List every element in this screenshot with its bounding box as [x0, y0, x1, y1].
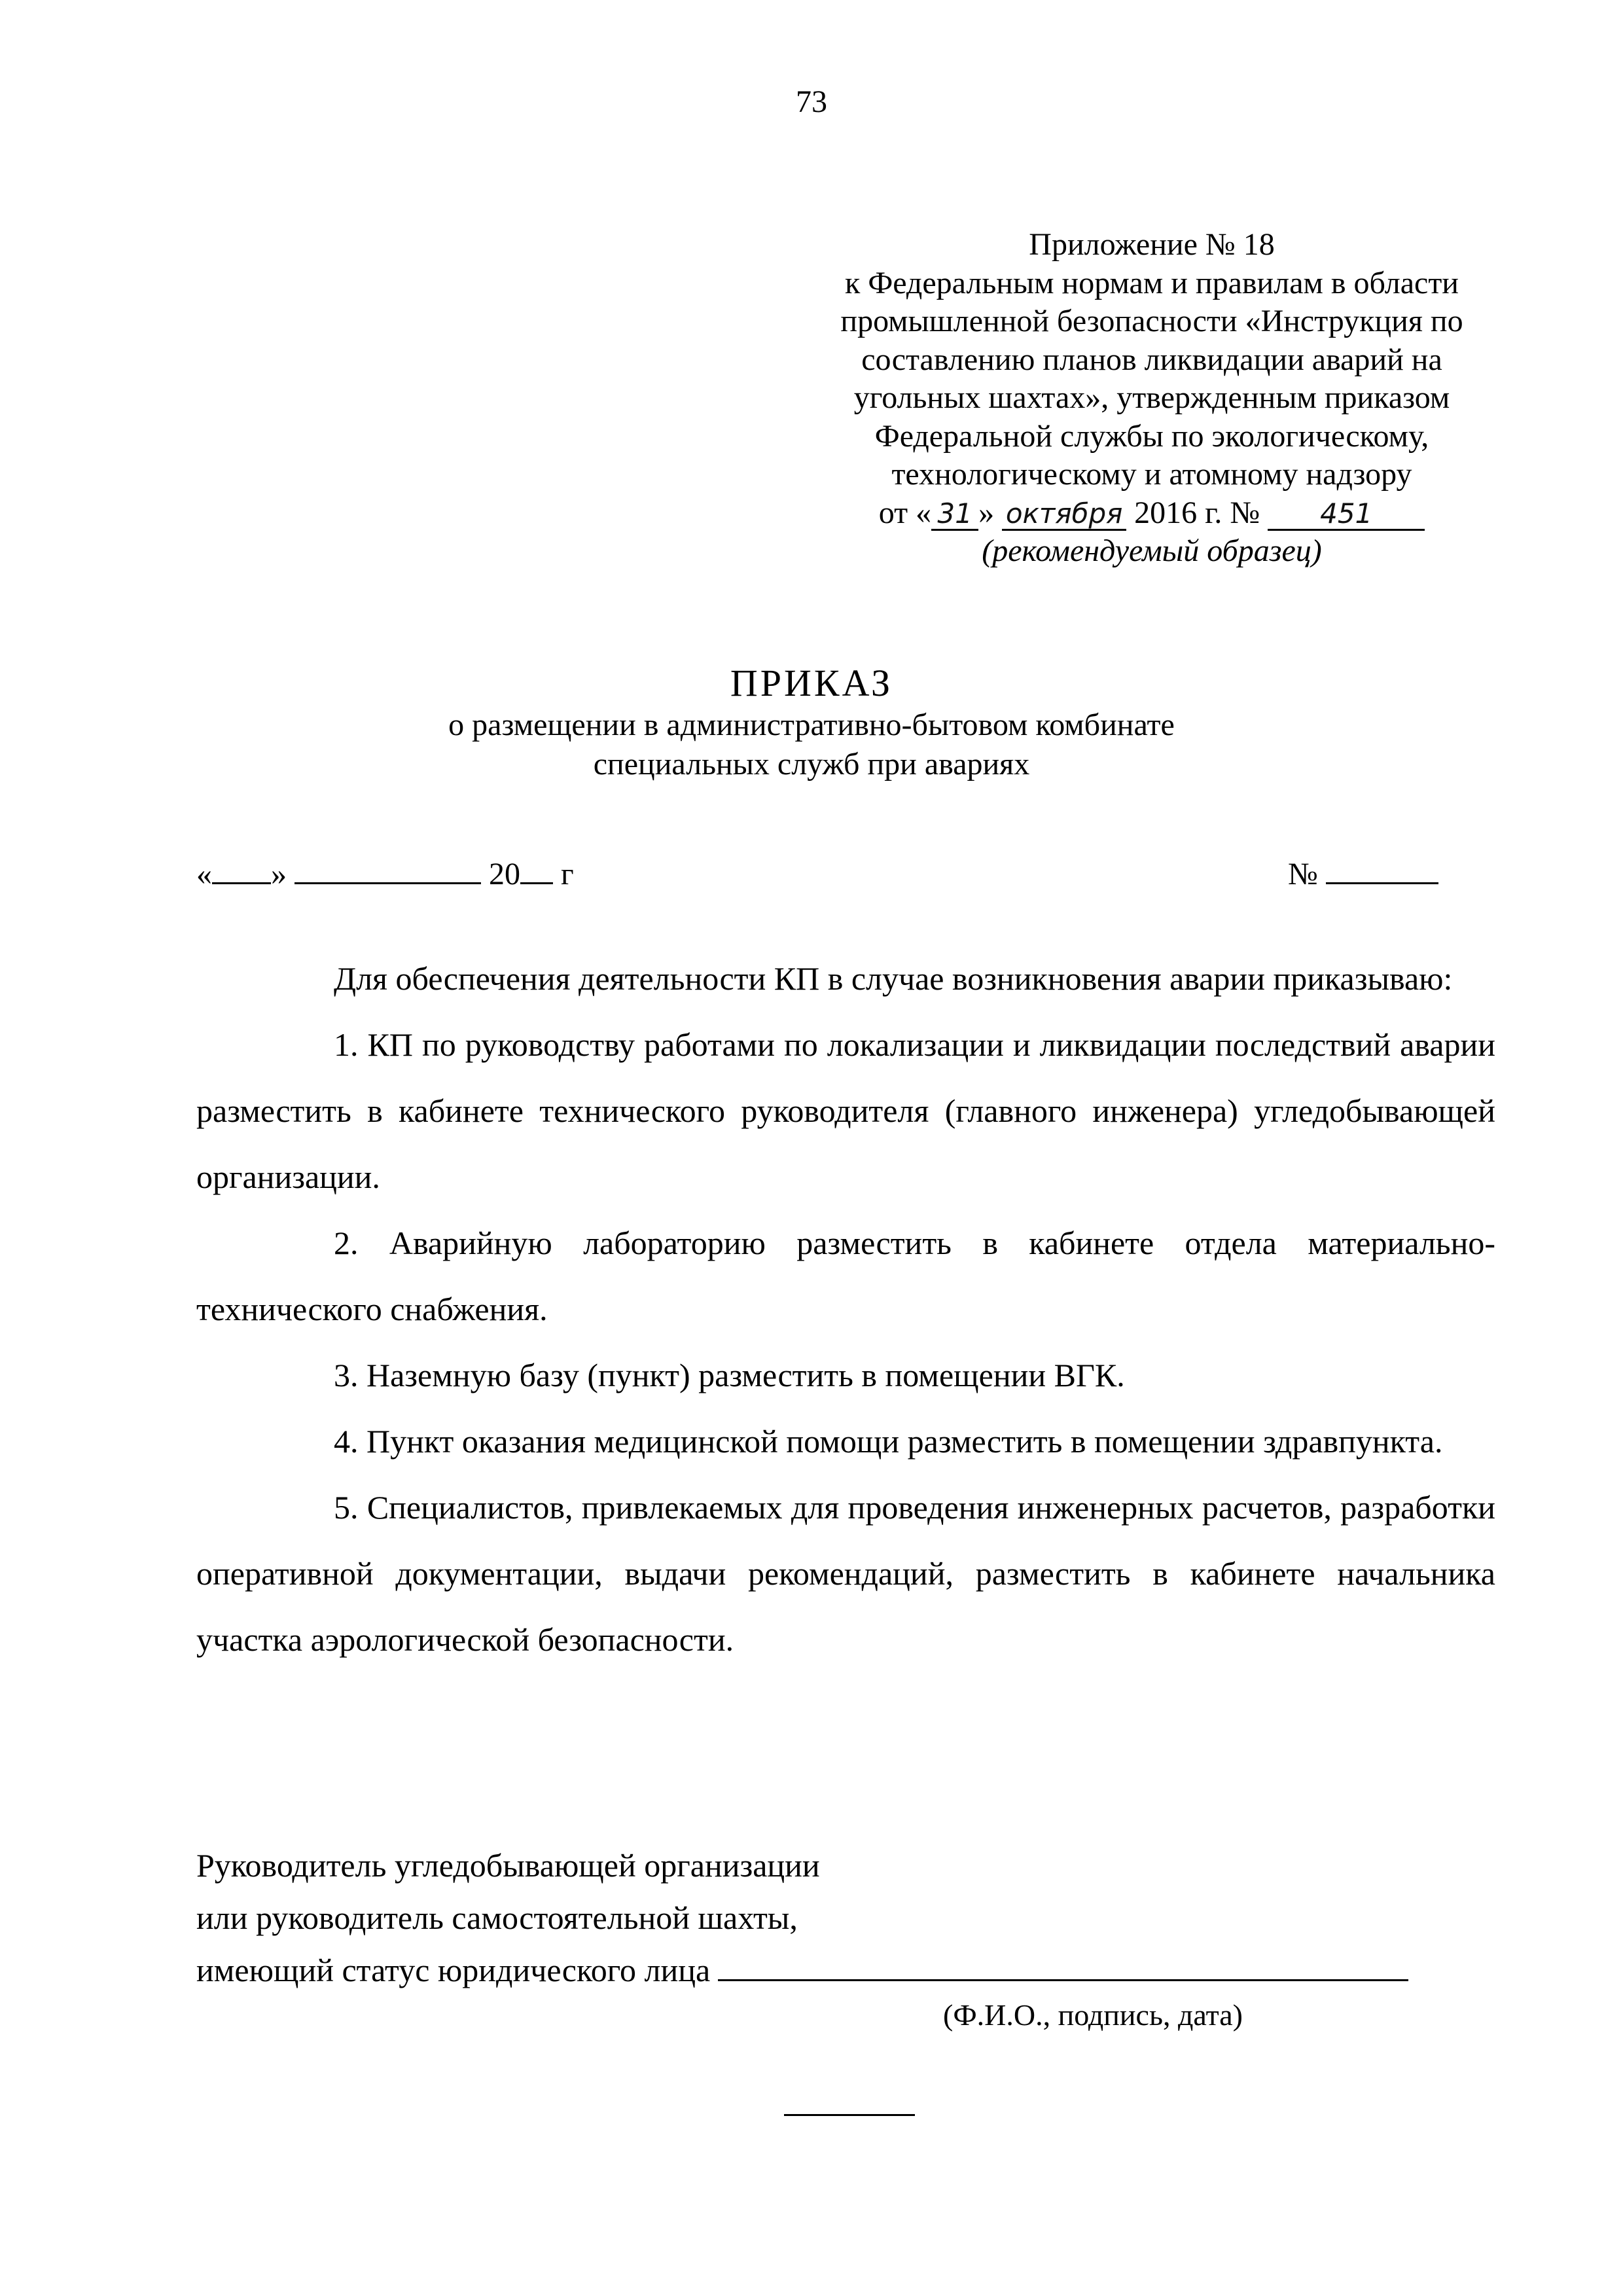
appendix-date-line [782, 494, 1522, 533]
signature-block [196, 1839, 1408, 1996]
day-blank [212, 856, 271, 884]
sample-note: (рекомендуемый образец) [982, 533, 1322, 568]
order-subtitle-line: о размещении в административно-бытовом комбинате [448, 708, 1175, 742]
order-date-line [196, 856, 574, 892]
body-item: 1. КП по руководству работами по локализации и ликвидации последствий аварии разместить в кабинете технического руководителя (главного инженера) угледобывающей организации. [196, 1026, 1495, 1195]
number-label: № [1288, 857, 1318, 891]
year-blank [520, 856, 553, 884]
footer-rule [784, 2114, 915, 2116]
signature-line-1: Руководитель угледобывающей организации [196, 1847, 820, 1884]
signature-line-2: или руководитель самостоятельной шахты, [196, 1899, 798, 1936]
date-mid: » [978, 495, 995, 530]
date-open-quote: « [196, 857, 212, 891]
order-subtitle-line: специальных служб при авариях [593, 747, 1030, 781]
date-prefix: от « [878, 495, 932, 530]
order-number-line [1288, 856, 1438, 892]
year-prefix: 20 [489, 857, 520, 891]
appendix-line: составлению планов ликвидации аварий на [861, 342, 1442, 377]
order-title: ПРИКАЗ [730, 662, 893, 704]
year-suffix: г [561, 857, 574, 891]
signature-line-3: имеющий статус юридического лица [196, 1952, 711, 1988]
order-subtitle [0, 706, 1623, 784]
signature-blank [718, 1949, 1408, 1981]
body-item: 4. Пункт оказания медицинской помощи разместить в помещении здравпункта. [334, 1423, 1443, 1460]
appendix-line: Приложение № 18 [1029, 227, 1275, 262]
order-number-handwritten: 451 [1268, 500, 1425, 531]
body-item: 2. Аварийную лабораторию разместить в кабинете отдела материально-технического снабжения. [196, 1225, 1495, 1327]
page-number: 73 [796, 84, 827, 119]
appendix-line: Федеральной службы по экологическому, [874, 418, 1429, 454]
order-body [196, 946, 1495, 1673]
date-month-handwritten: октября [1002, 500, 1126, 531]
signature-caption: (Ф.И.О., подпись, дата) [943, 1998, 1243, 2032]
body-intro: Для обеспечения деятельности КП в случае возникновения аварии приказываю: [334, 960, 1453, 997]
appendix-header [782, 226, 1522, 571]
signature-line-3-row [196, 1944, 1408, 1996]
appendix-line: к Федеральным нормам и правилам в области [845, 265, 1459, 300]
date-day-handwritten: 31 [931, 500, 978, 531]
date-year-number-label: 2016 г. № [1134, 495, 1260, 530]
number-blank [1326, 856, 1438, 884]
appendix-line: промышленной безопасности «Инструкция по [840, 304, 1463, 338]
date-close-quote: » [271, 857, 287, 891]
appendix-line: угольных шахтах», утвержденным приказом [853, 380, 1450, 415]
body-item: 3. Наземную базу (пункт) разместить в помещении ВГК. [334, 1357, 1125, 1393]
appendix-line: технологическому и атомному надзору [891, 457, 1412, 492]
month-blank [294, 856, 481, 884]
body-item: 5. Специалистов, привлекаемых для проведения инженерных расчетов, разработки оперативной документации, выдачи рекомендаций, разместить в кабинете начальника участка аэрологической безопасности. [196, 1489, 1495, 1658]
